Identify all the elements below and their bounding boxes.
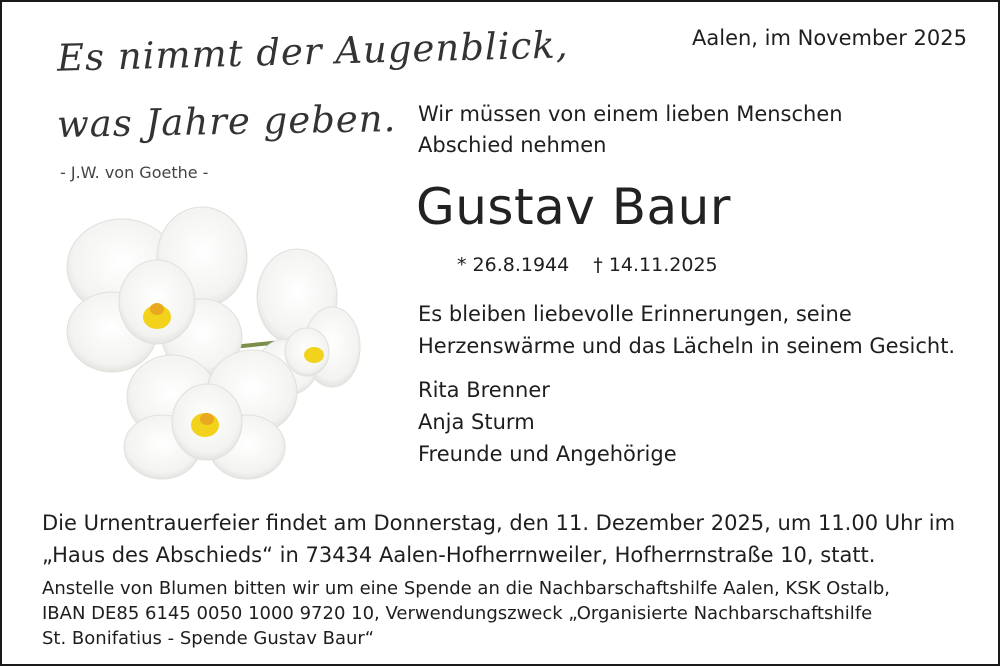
intro-line: Abschied nehmen [418, 133, 607, 157]
ceremony-info [42, 507, 955, 571]
deceased-name: Gustav Baur [416, 178, 731, 236]
mourner-name: Freunde und Angehörige [418, 442, 677, 466]
donation-line: Anstelle von Blumen bitten wir um eine Spende an die Nachbarschaftshilfe Aalen, KSK Ostalb, [42, 578, 890, 599]
mourner-name: Anja Sturm [418, 410, 535, 434]
life-dates [457, 254, 736, 276]
ceremony-line: Die Urnentrauerfeier findet am Donnerstag, den 11. Dezember 2025, um 11.00 Uhr im [42, 511, 956, 535]
orchid-blossom-1 [67, 207, 247, 375]
quote-line-2: was Jahre geben. [56, 97, 397, 146]
donation-info [42, 576, 890, 651]
orchid-image [52, 197, 362, 487]
mourner-name: Rita Brenner [418, 378, 550, 402]
donation-line: St. Bonifatius - Spende Gustav Baur“ [42, 628, 375, 649]
tribute-text [418, 298, 955, 362]
death-date: † 14.11.2025 [593, 254, 718, 276]
place-date: Aalen, im November 2025 [692, 26, 967, 50]
tribute-line: Es bleiben liebevolle Erinnerungen, seine [418, 302, 852, 326]
intro-line: Wir müssen von einem lieben Menschen [418, 102, 843, 126]
mourners-list [418, 374, 677, 470]
ceremony-line: „Haus des Abschieds“ in 73434 Aalen-Hofherrnweiler, Hofherrnstraße 10, statt. [42, 543, 876, 567]
quote-author: - J.W. von Goethe - [60, 163, 209, 182]
donation-line: IBAN DE85 6145 0050 1000 9720 10, Verwendungszweck „Organisierte Nachbarschaftshilfe [42, 603, 873, 624]
quote-line-1: Es nimmt der Augenblick, [56, 23, 569, 80]
intro-text [418, 99, 843, 161]
birth-date: * 26.8.1944 [457, 254, 570, 276]
tribute-line: Herzenswärme und das Lächeln in seinem Gesicht. [418, 334, 956, 358]
